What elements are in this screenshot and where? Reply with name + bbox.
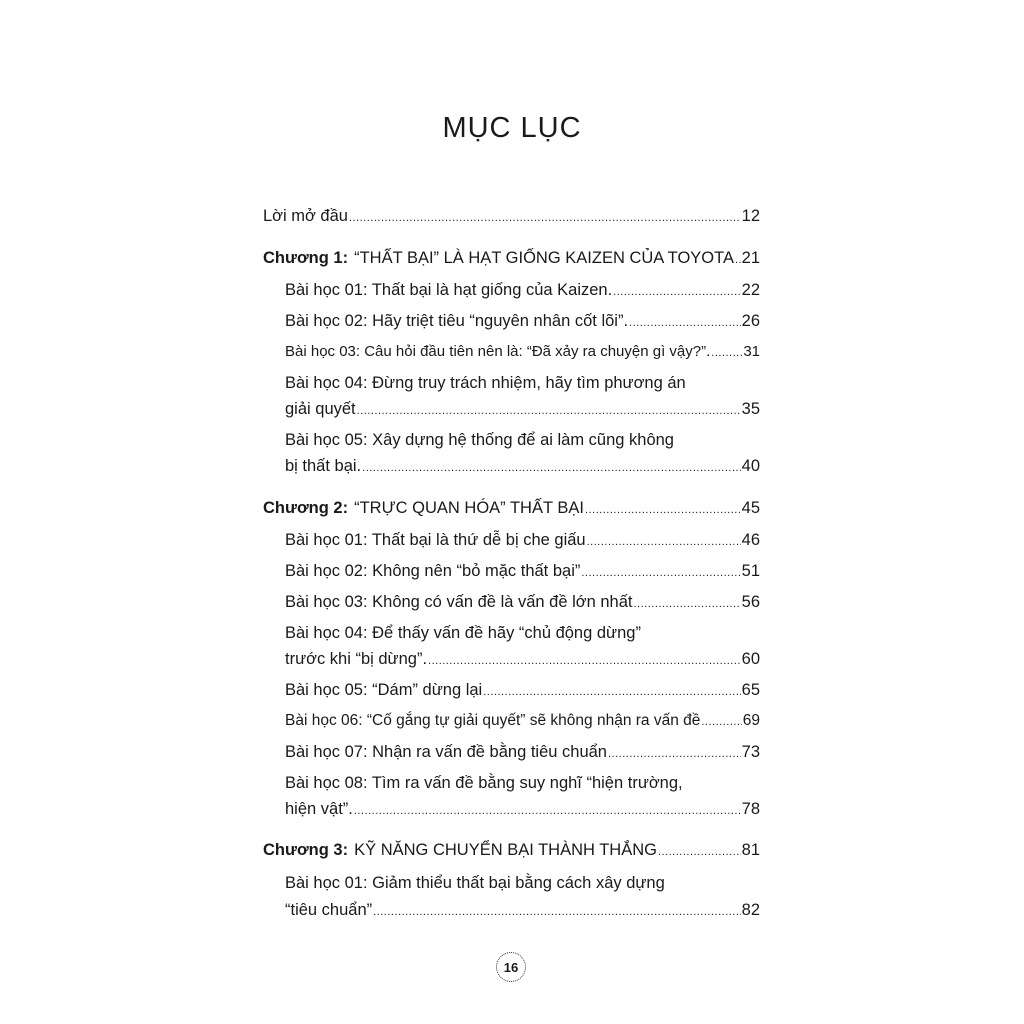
entry-label: trước khi “bị dừng”.: [285, 650, 428, 668]
chapter-title: KỸ NĂNG CHUYỂN BẠI THÀNH THẮNG: [354, 841, 657, 859]
entry-page: 40: [741, 457, 760, 475]
entry-page: 31: [743, 343, 760, 360]
lesson-label-line-1[interactable]: Bài học 01: Giảm thiểu thất bại bằng cách xây dựng: [285, 874, 665, 892]
lesson-label-line-1[interactable]: Bài học 08: Tìm ra vấn đề bằng suy nghĩ “hiện trường,: [285, 774, 683, 792]
entry-label: giải quyết: [285, 400, 356, 418]
entry-label: “tiêu chuẩn”: [285, 901, 373, 919]
entry-page: 65: [741, 681, 760, 699]
leader-dots: [701, 709, 741, 735]
toc-entry-lesson[interactable]: [285, 396, 760, 422]
entry-page: 51: [741, 562, 760, 580]
entry-page: 69: [742, 712, 760, 729]
leader-dots: [587, 529, 741, 555]
toc-entry-lesson[interactable]: [285, 558, 760, 584]
entry-page: 56: [741, 593, 760, 611]
entry-label: Bài học 02: Hãy triệt tiêu “nguyên nhân cốt lõi”.: [285, 312, 629, 330]
entry-page: 60: [741, 650, 760, 668]
entry-label: Bài học 01: Thất bại là thứ dễ bị che giấu: [285, 531, 586, 549]
leader-dots: [581, 560, 740, 586]
entry-page: 35: [741, 400, 760, 418]
chapter-prefix: Chương 3:: [263, 841, 349, 859]
lesson-label-line-1[interactable]: Bài học 05: Xây dựng hệ thống để ai làm cũng không: [285, 431, 674, 449]
leader-dots: [633, 591, 740, 617]
entry-page: 82: [741, 901, 760, 919]
toc-entry-chapter-2[interactable]: [263, 495, 760, 521]
toc-entry-lesson[interactable]: [285, 897, 760, 923]
toc-entry-lesson[interactable]: [285, 277, 760, 303]
leader-dots: [373, 899, 741, 925]
toc-entry-lesson[interactable]: [285, 308, 760, 334]
page-number: 16: [503, 959, 519, 975]
entry-page: 26: [741, 312, 760, 330]
leader-dots: [585, 497, 741, 523]
leader-dots: [483, 679, 740, 705]
entry-label: Bài học 05: “Dám” dừng lại: [285, 681, 483, 699]
chapter-title: “THẤT BẠI” LÀ HẠT GIỐNG KAIZEN CỦA TOYOTA: [354, 249, 734, 267]
toc-entry-lesson[interactable]: [285, 527, 760, 553]
lesson-label-line-1[interactable]: Bài học 04: Để thấy vấn đề hãy “chủ động dừng”: [285, 624, 641, 642]
leader-dots: [711, 340, 742, 366]
entry-label: Bài học 03: Không có vấn đề là vấn đề lớn nhất: [285, 593, 633, 611]
leader-dots: [608, 741, 741, 767]
entry-page: 81: [741, 841, 760, 859]
entry-label: Lời mở đầu: [263, 207, 348, 225]
leader-dots: [354, 798, 741, 824]
entry-label: Bài học 06: “Cố gắng tự giải quyết” sẽ không nhận ra vấn đề: [285, 712, 701, 729]
entry-page: 73: [741, 743, 760, 761]
leader-dots: [362, 455, 741, 481]
entry-label: hiện vật”.: [285, 800, 353, 818]
toc-entry-chapter-1[interactable]: [263, 245, 760, 271]
entry-label: Bài học 01: Thất bại là hạt giống của Kaizen.: [285, 281, 613, 299]
toc-entry-lesson[interactable]: [285, 739, 760, 765]
toc-entry-lesson[interactable]: [285, 708, 760, 734]
toc-entry-lesson[interactable]: [285, 677, 760, 703]
leader-dots: [735, 247, 741, 273]
entry-label: Bài học 03: Câu hỏi đầu tiên nên là: “Đã xảy ra chuyện gì vậy?”.: [285, 343, 711, 360]
toc-entry-lesson[interactable]: [285, 339, 760, 365]
leader-dots: [428, 648, 741, 674]
entry-label: Bài học 02: Không nên “bỏ mặc thất bại”: [285, 562, 581, 580]
toc-entry-lesson[interactable]: [285, 646, 760, 672]
leader-dots: [613, 279, 740, 305]
toc-entry-lesson[interactable]: [285, 589, 760, 615]
toc-entry-lesson[interactable]: [285, 453, 760, 479]
leader-dots: [658, 839, 741, 865]
entry-label: bị thất bại.: [285, 457, 362, 475]
entry-page: 45: [741, 499, 760, 517]
toc-entry-chapter-3[interactable]: [263, 837, 760, 863]
leader-dots: [629, 310, 741, 336]
entry-page: 21: [741, 249, 760, 267]
page-title: MỤC LỤC: [442, 112, 582, 144]
leader-dots: [349, 205, 741, 231]
entry-page: 78: [741, 800, 760, 818]
toc-entry-lesson[interactable]: [285, 796, 760, 822]
entry-page: 46: [741, 531, 760, 549]
toc-entry-preface[interactable]: [263, 203, 760, 229]
page-number-badge: [496, 952, 526, 982]
chapter-prefix: Chương 2:: [263, 499, 349, 517]
chapter-title: “TRỰC QUAN HÓA” THẤT BẠI: [354, 499, 584, 517]
chapter-prefix: Chương 1:: [263, 249, 349, 267]
entry-page: 22: [741, 281, 760, 299]
entry-page: 12: [741, 207, 760, 225]
lesson-label-line-1[interactable]: Bài học 04: Đừng truy trách nhiệm, hãy tìm phương án: [285, 374, 686, 392]
leader-dots: [357, 398, 741, 424]
entry-label: Bài học 07: Nhận ra vấn đề bằng tiêu chuẩn: [285, 743, 607, 761]
